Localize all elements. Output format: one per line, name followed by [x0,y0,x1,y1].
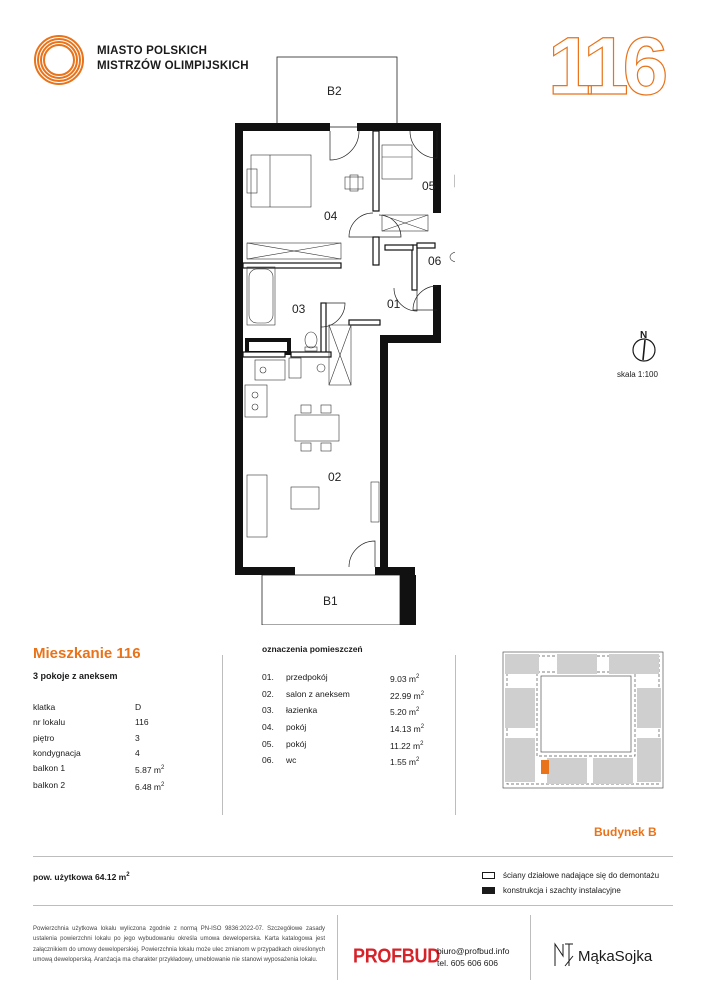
room-row: 01. przedpokój 9.03 $m^2$ [262,672,420,684]
divider-vertical-1 [222,655,223,815]
legend-swatch-filled [482,887,495,894]
label-room-01: 01 [387,297,401,311]
door-04-balcony [330,131,359,160]
compass-north-icon [630,328,658,364]
info-row: nr lokalu 116 [33,717,149,728]
info-row: klatka D [33,702,142,712]
apartment-number-graphic [548,30,676,100]
svg-text:116: 116 [548,30,663,100]
olympic-ring-logo-icon [33,34,85,86]
room-row: 03. łazienka 5.20 $m^2$ [262,705,420,718]
divider-vertical-2 [455,655,456,815]
apartment-title: Mieszkanie 116 [33,645,141,662]
disclaimer-text: Powierzchnia użytkowa lokalu wyliczona zgodnie z normą PN-ISO 9836:2022-07. Szczegółowe zasady ustalenia powierzchni lokalu po jego wybudowaniu określa umowa deweloperska. Karta katalogowa jest załącznikiem do umowy deweloperskiej. Powierzchnia lokalu może ulec zmianom w przypadkach określonych umową deweloperską. Aranżacja ma charakter przykładowy, umeblowanie nie stanowi wyposażenia lokalu. [33,926,325,964]
makasojka-logo-icon [553,940,575,968]
brand-line-1: MIASTO POLSKICH [97,45,208,57]
floor-plan [225,55,455,625]
label-room-06: 06 [428,254,442,268]
door-02-balcony [349,541,375,567]
apartment-subtitle: 3 pokoje z aneksem [33,671,118,681]
scale-label: skala 1:100 [617,370,658,379]
label-b2: B2 [327,84,342,98]
site-plan-map [497,648,673,796]
label-room-02: 02 [328,470,342,484]
building-label: Budynek B [594,825,657,839]
door-05-balcony [410,131,437,158]
svg-text:N: N [640,330,648,341]
usable-area: pow. użytkowa 64.12 $m^2$ [33,872,130,882]
rooms-list [262,670,450,770]
info-row: balkon 1 5.87 $m^2$ [33,763,165,776]
rooms-title: oznaczenia pomieszczeń [262,644,363,654]
divider-horizontal-2 [33,905,673,906]
label-room-04: 04 [324,209,338,223]
legend [482,868,659,898]
divider-horizontal-1 [33,856,673,857]
contact-email[interactable]: biuro@profbud.info [437,946,510,956]
room-row: 05. pokój 11.22 $m^2$ [262,738,424,751]
door-04 [349,213,373,237]
divider-vertical-3 [337,915,338,980]
legend-item-structure: konstrukcja i szachty instalacyjne [482,883,659,898]
apartment-info-list [33,700,175,795]
legend-item-removable-walls: ściany działowe nadające się do demontażu [482,868,659,883]
label-room-05: 05 [422,179,436,193]
room-row: 02. salon z aneksem 22.99 $m^2$ [262,688,425,701]
label-b1: B1 [323,594,338,608]
divider-vertical-4 [530,915,531,980]
room-row: 06. wc 1.55 $m^2$ [262,755,420,767]
architect-name: MąkaSojka [578,948,653,965]
contact-phone[interactable]: tel. 605 606 606 [437,958,498,968]
label-room-03: 03 [292,302,306,316]
developer-contact [437,945,509,969]
info-row: piętro 3 [33,732,140,743]
info-row: balkon 2 6.48 $m^2$ [33,780,165,793]
profbud-logo: PROFBUD [353,944,440,967]
info-row: kondygnacja 4 [33,747,140,758]
apartment-location-marker [541,760,549,774]
legend-swatch-outline [482,872,495,879]
brand-line-2: MISTRZÓW OLIMPIJSKICH [97,60,249,72]
room-row: 04. pokój 14.13 $m^2$ [262,721,425,734]
